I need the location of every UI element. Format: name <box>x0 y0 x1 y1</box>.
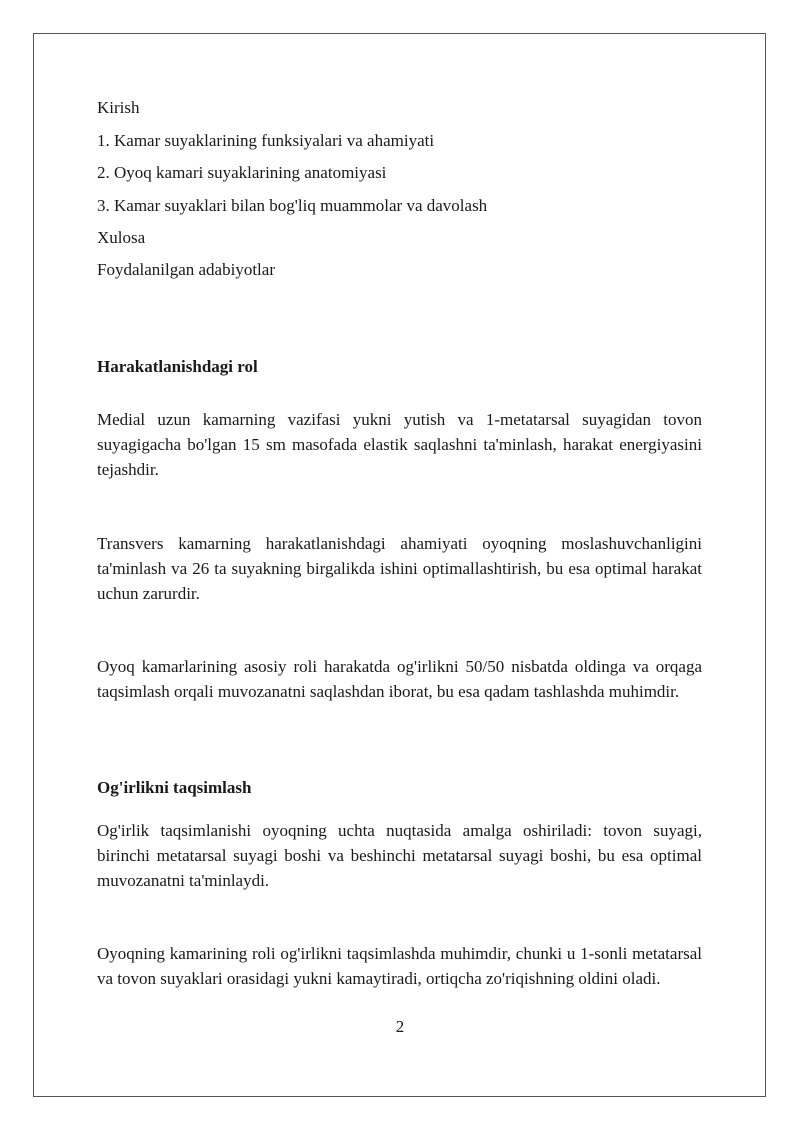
toc-item-kirish: Kirish <box>97 98 140 117</box>
section-heading-harakatlanish: Harakatlanishdagi rol <box>97 357 258 376</box>
paragraph: Og'irlik taqsimlanishi oyoqning uchta nuqtasida amalga oshiriladi: tovon suyagi, birinchi metatarsal suyagi boshi va beshinchi metatarsal suyagi boshi, bu esa optimal muvozanatni ta'minlaydi. <box>97 821 702 890</box>
paragraph: Transvers kamarning harakatlanishdagi ahamiyati oyoqning moslashuvchanligini ta'minlash va 26 ta suyakning birgalikda ishini optimallashtirish, bu esa optimal harakat uchun zarurdir. <box>97 534 702 603</box>
toc-item-adabiyotlar: Foydalanilgan adabiyotlar <box>97 260 275 279</box>
paragraph: Oyoq kamarlarining asosiy roli harakatda og'irlikni 50/50 nisbatda oldinga va orqaga taqsimlash orqali muvozanatni saqlashdan iborat, bu esa qadam tashlashda muhimdir. <box>97 657 702 701</box>
paragraph: Medial uzun kamarning vazifasi yukni yutish va 1-metatarsal suyagidan tovon suyagigacha bo'lgan 15 sm masofada elastik saqlashni ta'minlash, harakat energiyasini tejashdir. <box>97 410 702 479</box>
section-heading-ogirlik: Og'irlikni taqsimlash <box>97 778 252 797</box>
toc-item-1: 1. Kamar suyaklarining funksiyalari va ahamiyati <box>97 131 435 150</box>
toc-item-2: 2. Oyoq kamari suyaklarining anatomiyasi <box>97 163 387 182</box>
toc-item-xulosa: Xulosa <box>97 228 146 247</box>
toc-item-3: 3. Kamar suyaklari bilan bog'liq muammolar va davolash <box>97 196 488 215</box>
paragraph: Oyoqning kamarining roli og'irlikni taqsimlashda muhimdir, chunki u 1-sonli metatarsal va tovon suyaklari orasidagi yukni kamaytiradi, ortiqcha zo'riqishning oldini oladi. <box>97 944 702 988</box>
page-number: 2 <box>395 1017 405 1036</box>
